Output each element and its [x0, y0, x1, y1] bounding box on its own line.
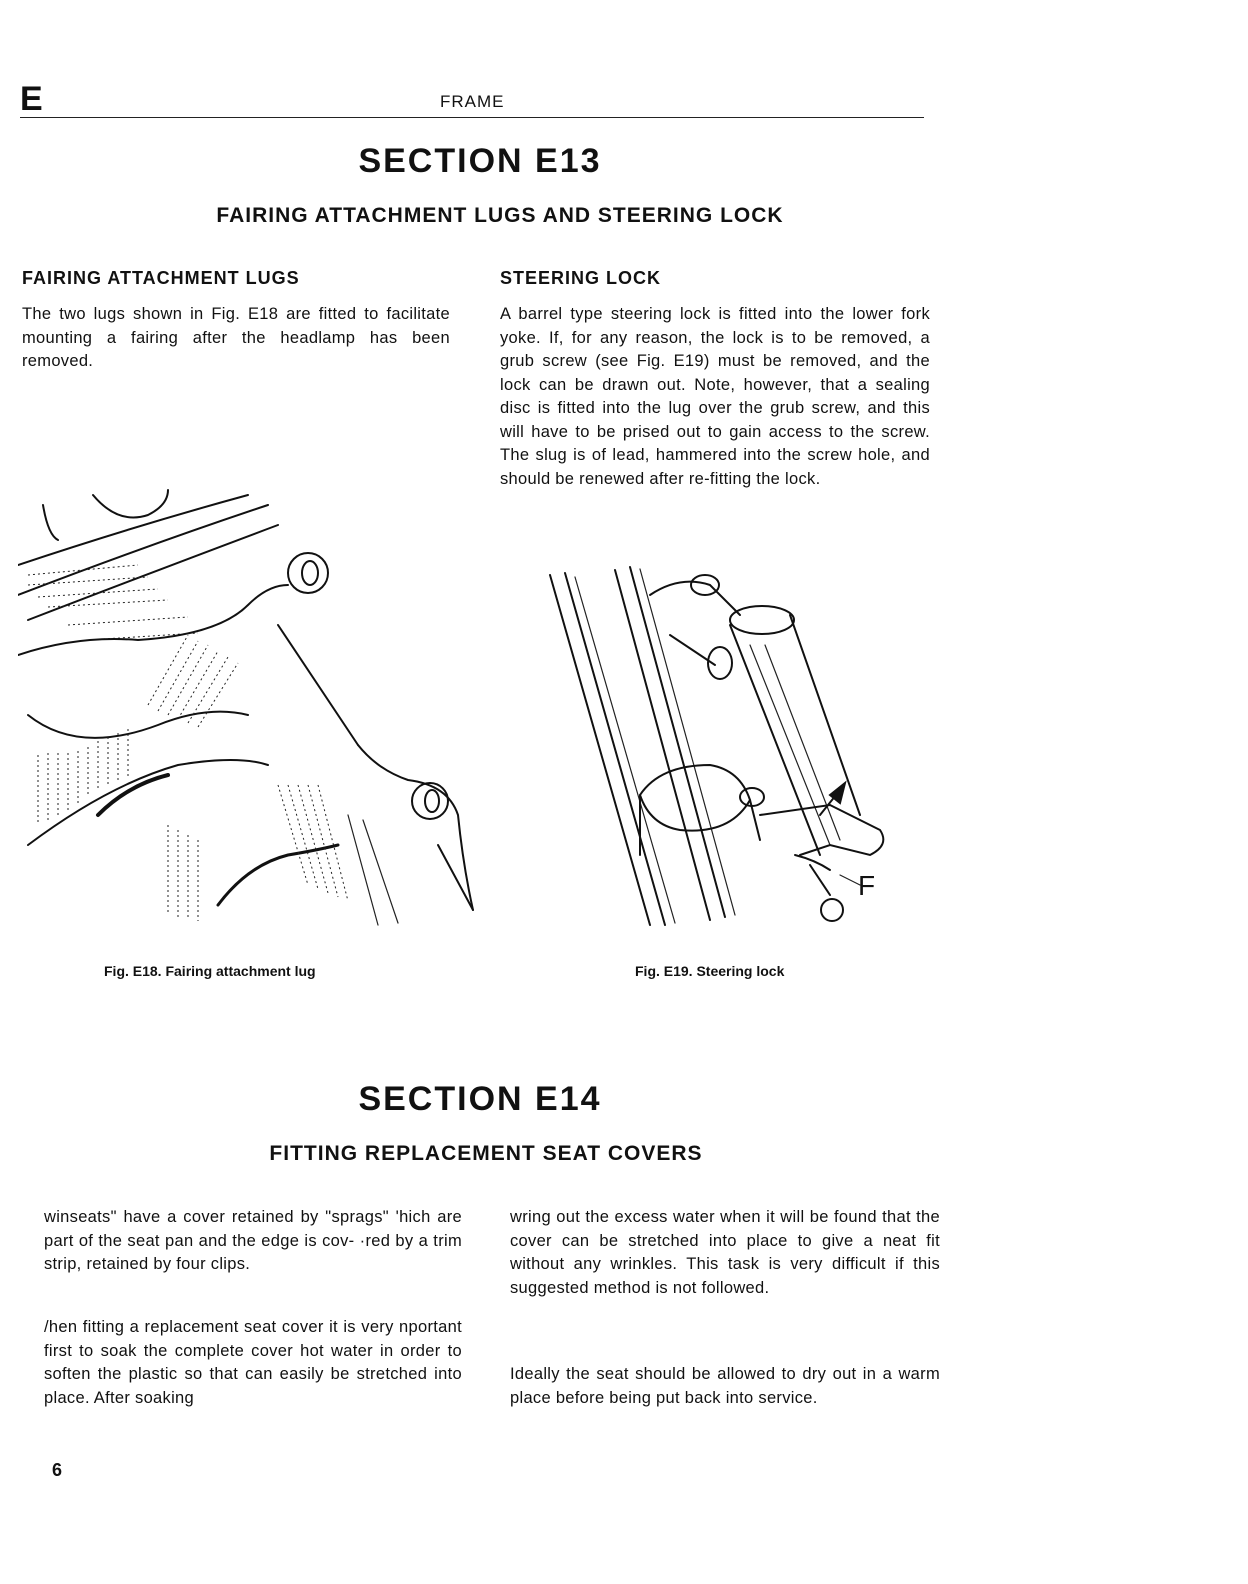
- section-14-subtitle: FITTING REPLACEMENT SEAT COVERS: [269, 1142, 703, 1165]
- section-letter: E: [20, 80, 43, 118]
- steering-lock-heading: STEERING LOCK: [500, 268, 662, 288]
- header-title: FRAME: [440, 92, 505, 111]
- fig-e19-label-f: F: [858, 870, 876, 901]
- fig-e18-illustration: [18, 485, 478, 935]
- fig-e18-caption: Fig. E18. Fairing attachment lug: [104, 963, 316, 979]
- section-13-subtitle: FAIRING ATTACHMENT LUGS AND STEERING LOCK: [216, 204, 784, 227]
- seat-cover-right-para-1: wring out the excess water when it will be found that the cover can be stretched into place to give a neat fit without any wrinkles. This task is very difficult if this suggested method is not followed.: [510, 1208, 940, 1297]
- section-14-title: SECTION E14: [358, 1080, 602, 1118]
- section-13-title: SECTION E13: [358, 142, 602, 180]
- fairing-lugs-heading: FAIRING ATTACHMENT LUGS: [22, 268, 300, 288]
- header-rule: [20, 117, 924, 118]
- seat-cover-right-para-2: Ideally the seat should be allowed to dry out in a warm place before being put back into service.: [510, 1365, 940, 1407]
- seat-cover-left-para-1: winseats" have a cover retained by "sprags" 'hich are part of the seat pan and the edge is cov- ·red by a trim strip, retained by four clips.: [44, 1208, 462, 1273]
- fairing-lugs-text: The two lugs shown in Fig. E18 are fitted to facilitate mounting a fairing after the headlamp has been removed.: [22, 305, 450, 370]
- page-number: 6: [52, 1460, 63, 1480]
- fig-e19-caption: Fig. E19. Steering lock: [635, 963, 785, 979]
- steering-lock-text: A barrel type steering lock is fitted into the lower fork yoke. If, for any reason, the lock is to be removed, a grub screw (see Fig. E19) must be removed, and the lock can be drawn out. Note, however, that a sealing disc is fitted into the lug over the grub screw, and this will have to be prised out to gain access to the screw. The slug is of lead, hammered into the screw hole, and should be renewed after re-fitting the lock.: [500, 305, 930, 488]
- seat-cover-left-para-2: /hen fitting a replacement seat cover it is very nportant first to soak the complete cover hot water in order to soften the plastic so that can easily be stretched into place. After soaking: [44, 1318, 462, 1407]
